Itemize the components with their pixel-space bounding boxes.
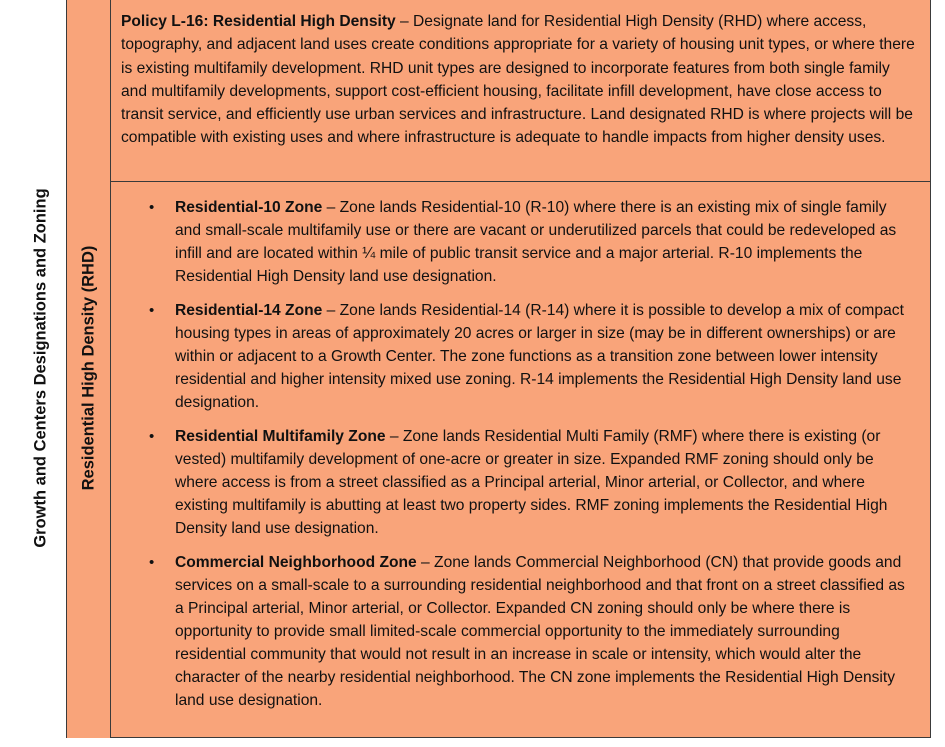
bullet-icon: • — [149, 554, 155, 571]
bullet-icon: • — [149, 428, 155, 445]
policy-title: Policy L-16: Residential High Density — [121, 13, 396, 30]
zone-title: Residential Multifamily Zone — [175, 428, 386, 445]
zone-title: Commercial Neighborhood Zone — [175, 554, 417, 571]
zone-body: – Zone lands Residential-10 (R-10) where there is an existing mix of single family and small-scale multifamily use or there are vacant or underutilized parcels that could be redeveloped as infill and are located within ¼ mile of public transit service and a major arterial. R-10 implements the Residential High Density land use designation. — [175, 199, 897, 285]
zone-title: Residential-14 Zone — [175, 302, 323, 319]
category-label-text: Growth and Centers Designations and Zoning — [31, 188, 50, 548]
zone-body: – Zone lands Residential-14 (R-14) where it is possible to develop a mix of compact housing types in areas of approximately 20 acres or larger in size (may be in different ownerships) or are within or adjacent to a Growth Center. The zone functions as a transition zone between lower intensity residential and higher intensity mixed use zoning. R-14 implements the Residential High Density land use designation. — [175, 302, 904, 411]
policy-body: – Designate land for Residential High Density (RHD) where access, topography, and adjacent land uses create conditions appropriate for a variety of housing unit types, or where there is existing multifamily development. RHD unit types are designed to incorporate features from both single family and multifamily developments, support cost-efficient housing, facilitate infill development, have close access to transit service, and efficiently use urban services and infrastructure. Land designated RHD is where projects will be compatible with existing uses and where infrastructure is adequate to handle impacts from higher density uses. — [121, 13, 915, 147]
zone-item-r10 — [121, 196, 910, 288]
bullet-icon: • — [149, 302, 155, 319]
zone-item-rmf — [121, 425, 910, 540]
zone-body: – Zone lands Commercial Neighborhood (CN) that provide goods and services on a small-scale to a surrounding residential neighborhood and that front on a street classified as a Principal arterial, Minor arterial, or Collector. Expanded CN zoning should only be where there is opportunity to provide small limited-scale commercial opportunity to the immediately surrounding residential community that would not result in an increase in scale or intensity, which would alter the character of the nearby residential neighborhood. The CN zone implements the Residential High Density land use designation. — [175, 554, 905, 709]
zone-body: – Zone lands Residential Multi Family (RMF) where there is existing (or vested) multifamily development of one-acre or greater in size. Expanded RMF zoning should only be where access is from a street classified as a Principal arterial, Minor arterial, or Collector, and where existing multifamily is abutting at least two property sides. RMF zoning implements the Residential High Density land use designation. — [175, 428, 888, 537]
designation-label-text: Residential High Density (RHD) — [79, 245, 98, 491]
bullet-icon: • — [149, 199, 155, 216]
zones-cell — [111, 182, 930, 737]
zone-item-cn — [121, 551, 910, 712]
zone-title: Residential-10 Zone — [175, 199, 323, 216]
zone-item-r14 — [121, 299, 910, 414]
policy-cell — [111, 0, 930, 182]
